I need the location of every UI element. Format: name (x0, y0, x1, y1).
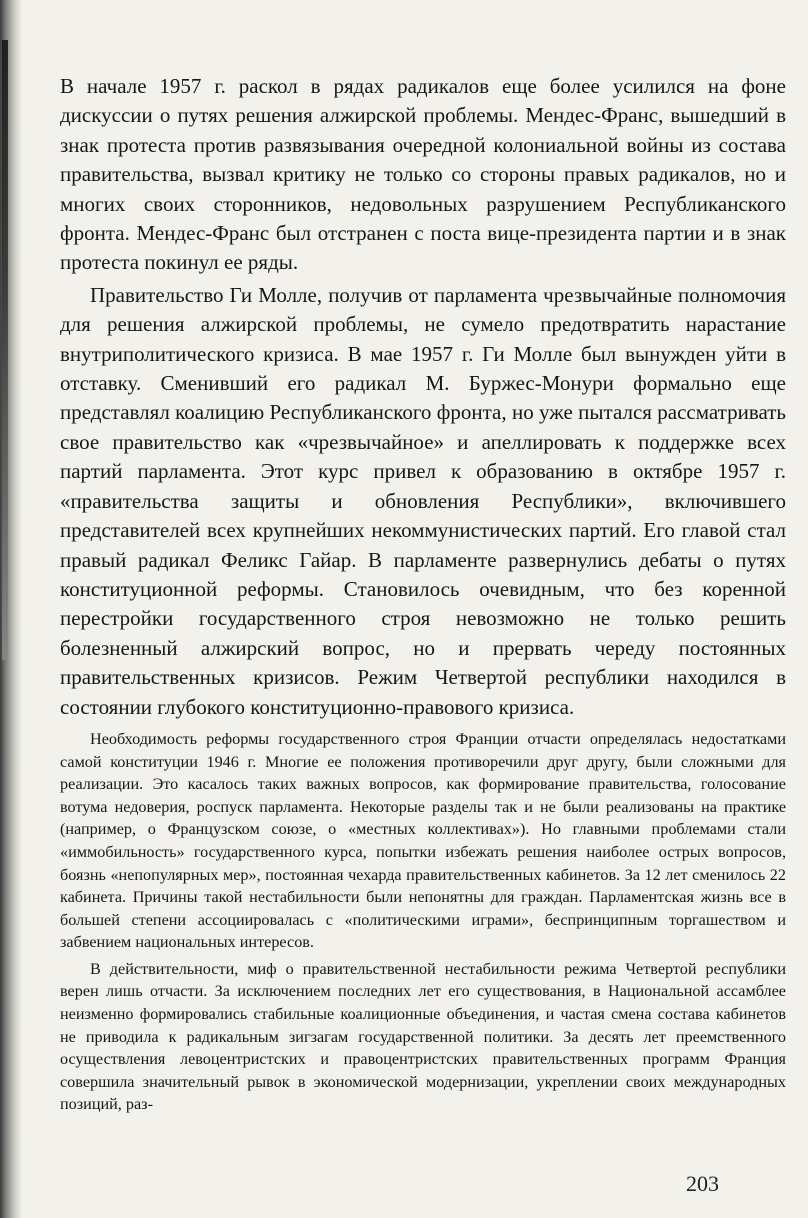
paragraph-guy-mollet-government: Правительство Ги Молле, получив от парламента чрезвычайные полномочия для решения алжирской проблемы, не сумело предотвратить нарастание внутриполитического кризиса. В мае 1957 г. Ги Молле был вынужден уйти в отставку. Сменивший его радикал М. Буржес-Монури формально еще представлял коалицию Республиканского фронта, но уже пытался рассматривать свое правительство как «чрезвычайное» и апеллировать к поддержке всех партий парламента. Этот курс привел к образованию в октябре 1957 г. «правительства защиты и обновления Республики», включившего представителей всех крупнейших некоммунистических партий. Его главой стал правый радикал Феликс Гайар. В парламенте развернулись дебаты о путях конституционной реформы. Становилось очевидным, что без коренной перестройки государственного строя невозможно не только решить болезненный алжирский вопрос, но и прервать череду постоянных правительственных кризисов. Режим Четвертой республики находился в состоянии глубокого конституционно-правового кризиса. (60, 282, 786, 719)
paragraph-constitutional-reform: Необходимость реформы государственного строя Франции отчасти определялась недостатками самой конституции 1946 г. Многие ее положения противоречили друг другу, были сложными для реализации. Это касалось таких важных вопросов, как формирование правительства, голосование вотума недоверия, роспуск парламента. Некоторые разделы так и не были реализованы на практике (например, о Французском союзе, о «местных коллективах»). Но главными проблемами стали «иммобильность» государственного курса, попытки избежать решения наиболее острых вопросов, боязнь «непопулярных мер», постоянная чехарда правительственных кабинетов. За 12 лет сменилось 22 кабинета. Причины такой нестабильности были непонятны для граждан. Парламентская жизнь все в большей степени ассоциировалась с «политическими играми», беспринципным торгашеством и забвением национальных интересов. (60, 729, 786, 952)
paragraph-radical-split: В начале 1957 г. раскол в рядах радикалов еще более усилился на фоне дискуссии о путях решения алжирской проблемы. Мендес-Франс, вышедший в знак протеста против развязывания очередной колониальной войны из состава правительства, вызвал критику не только со стороны правых радикалов, но и многих своих сторонников, недовольных разрушением Республиканского фронта. Мендес-Франс был отстранен с поста вице-президента партии и в знак протеста покинул ее ряды. (60, 74, 786, 275)
page-number: 203 (686, 1171, 719, 1196)
body-text (60, 72, 786, 1116)
spine-edge (2, 40, 8, 660)
paragraph-instability-myth: В действительности, миф о правительственной нестабильности режима Четвертой республики верен лишь отчасти. За исключением последних лет его существования, в Национальной ассамблее неизменно формировались стабильные коалиционные объединения, и частая смена состава кабинетов не приводила к радикальным зигзагам государственной политики. За десять лет преемственного осуществления левоцентристских и правоцентристских правительственных программ Франция совершила значительный рывок в экономической модернизации, укреплении своих международных позиций, раз- (60, 959, 786, 1114)
